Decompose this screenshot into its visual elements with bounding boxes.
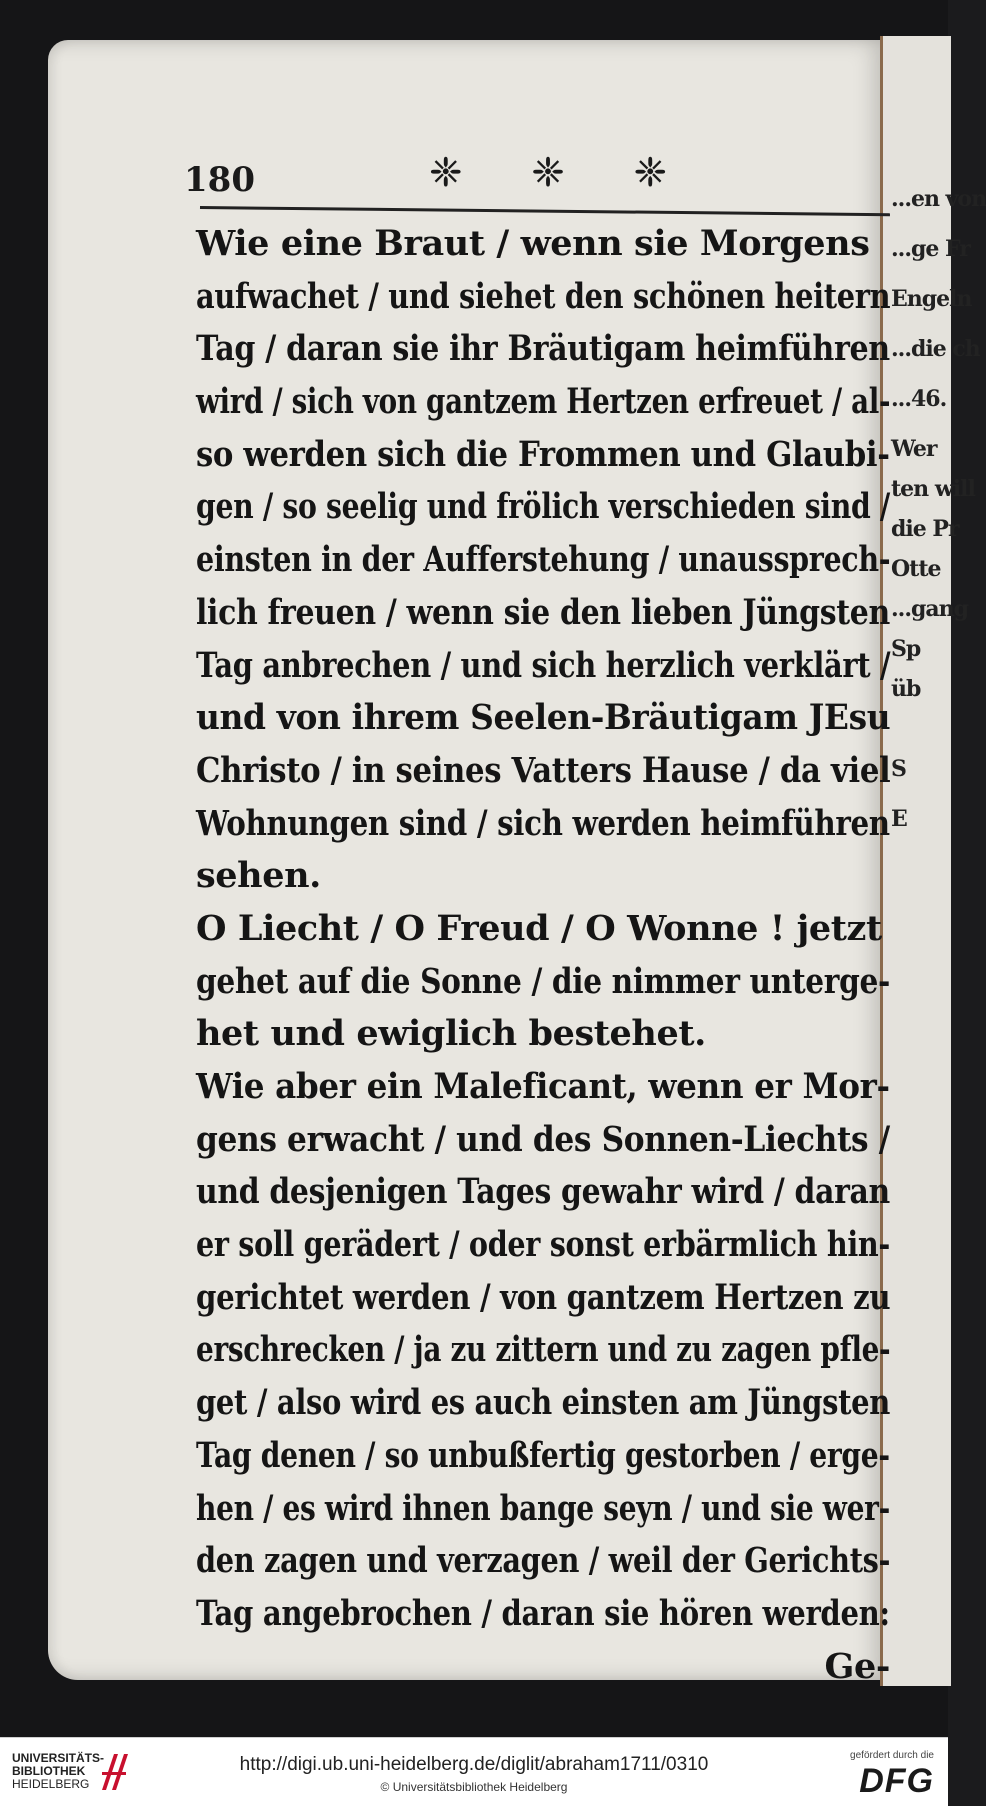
viewer-footer: [0, 1737, 948, 1806]
body-text: [196, 218, 890, 1693]
text-line: erschrecken / ja zu zittern und zu zagen pfle-: [196, 1329, 891, 1371]
facing-page-fragment: ...46.: [891, 386, 947, 412]
copyright-notice: © Universitätsbibliothek Heidelberg: [380, 1780, 568, 1794]
facing-page-fragment: die Pr: [891, 516, 959, 542]
facing-page-fragment: üb: [891, 676, 921, 702]
page-number: 180: [184, 160, 255, 200]
text-line: O Liecht / O Freud / O Wonne ! jetzt: [196, 907, 882, 949]
logo-line-2: BIBLIOTHEK: [12, 1764, 86, 1778]
dfg-caption: gefördert durch die: [850, 1750, 934, 1761]
text-line: gehet auf die Sonne / die nimmer unterge-: [196, 960, 890, 1002]
text-line: Wie aber ein Maleficant, wenn er Mor-: [196, 1066, 890, 1107]
facing-page-fragment: Sp: [891, 636, 921, 662]
text-line: einsten in der Aufferstehung / unaussprech-: [196, 539, 891, 581]
text-line: Tag anbrechen / und sich herzlich verklärt /: [196, 644, 891, 686]
text-line: get / also wird es auch einsten am Jüngsten: [196, 1382, 891, 1424]
text-line: und desjenigen Tages gewahr wird / daran: [196, 1171, 890, 1213]
text-line: aufwachet / und siehet den schönen heitern: [196, 275, 891, 317]
facing-page-fragment: ...ge Fr: [891, 236, 970, 262]
facing-page-fragment: ten will: [891, 476, 975, 502]
facing-page-fragment: S: [891, 756, 906, 782]
ornament-icons: ❈ ❈ ❈: [429, 150, 695, 196]
text-line: sehen.: [196, 855, 321, 897]
text-line: Tag denen / so unbußfertig gestorben / erge-: [196, 1434, 890, 1476]
text-line: gens erwacht / und des Sonnen-Liechts /: [196, 1118, 890, 1160]
facing-page-edge: [880, 36, 986, 1686]
permalink-url[interactable]: http://digi.ub.uni-heidelberg.de/diglit/abraham1711/0310: [239, 1754, 709, 1775]
facing-page-fragment: E: [891, 806, 907, 832]
facing-page-fragment: ...gang: [891, 596, 968, 622]
text-line: er soll gerädert / oder sonst erbärmlich hin-: [196, 1224, 890, 1266]
text-line: het und ewiglich bestehet.: [196, 1013, 706, 1055]
facing-page-fragment: ...die ch: [891, 336, 980, 362]
text-line: gen / so seelig und frölich verschieden sind /: [196, 486, 890, 528]
text-line: Wohnungen sind / sich werden heimführen: [196, 802, 890, 844]
facing-page-fragment: Engeln: [891, 286, 972, 312]
text-line: gerichtet werden / von gantzem Hertzen zu: [196, 1276, 891, 1318]
text-line: Tag / daran sie ihr Bräutigam heimführen: [196, 328, 890, 370]
facing-page-fragment: ...en von: [891, 186, 986, 212]
text-line: Tag angebrochen / daran sie hören werden:: [196, 1592, 890, 1634]
text-line: so werden sich die Frommen und Glaubi-: [196, 433, 890, 475]
facing-page-fragment: Otte: [891, 556, 941, 582]
dfg-logo[interactable]: DFG: [859, 1762, 934, 1800]
facing-page-fragment: Wer: [891, 436, 937, 462]
text-line: Christo / in seines Vatters Hause / da viel: [196, 749, 891, 791]
text-line: und von ihrem Seelen-Bräutigam JEsu: [196, 697, 891, 739]
text-line: hen / es wird ihnen bange seyn / und sie wer-: [196, 1487, 890, 1529]
logo-line-3: HEIDELBERG: [12, 1777, 90, 1791]
text-line: Wie eine Braut / wenn sie Morgens: [196, 223, 870, 264]
text-line: wird / sich von gantzem Hertzen erfreuet / al-: [196, 381, 891, 423]
text-line: Ge-: [824, 1645, 890, 1687]
text-line: den zagen und verzagen / weil der Gerichts-: [196, 1540, 891, 1582]
page-header: [184, 150, 884, 200]
text-line: lich freuen / wenn sie den lieben Jüngsten: [196, 591, 890, 633]
logo-line-1: UNIVERSITÄTS-: [12, 1751, 105, 1765]
